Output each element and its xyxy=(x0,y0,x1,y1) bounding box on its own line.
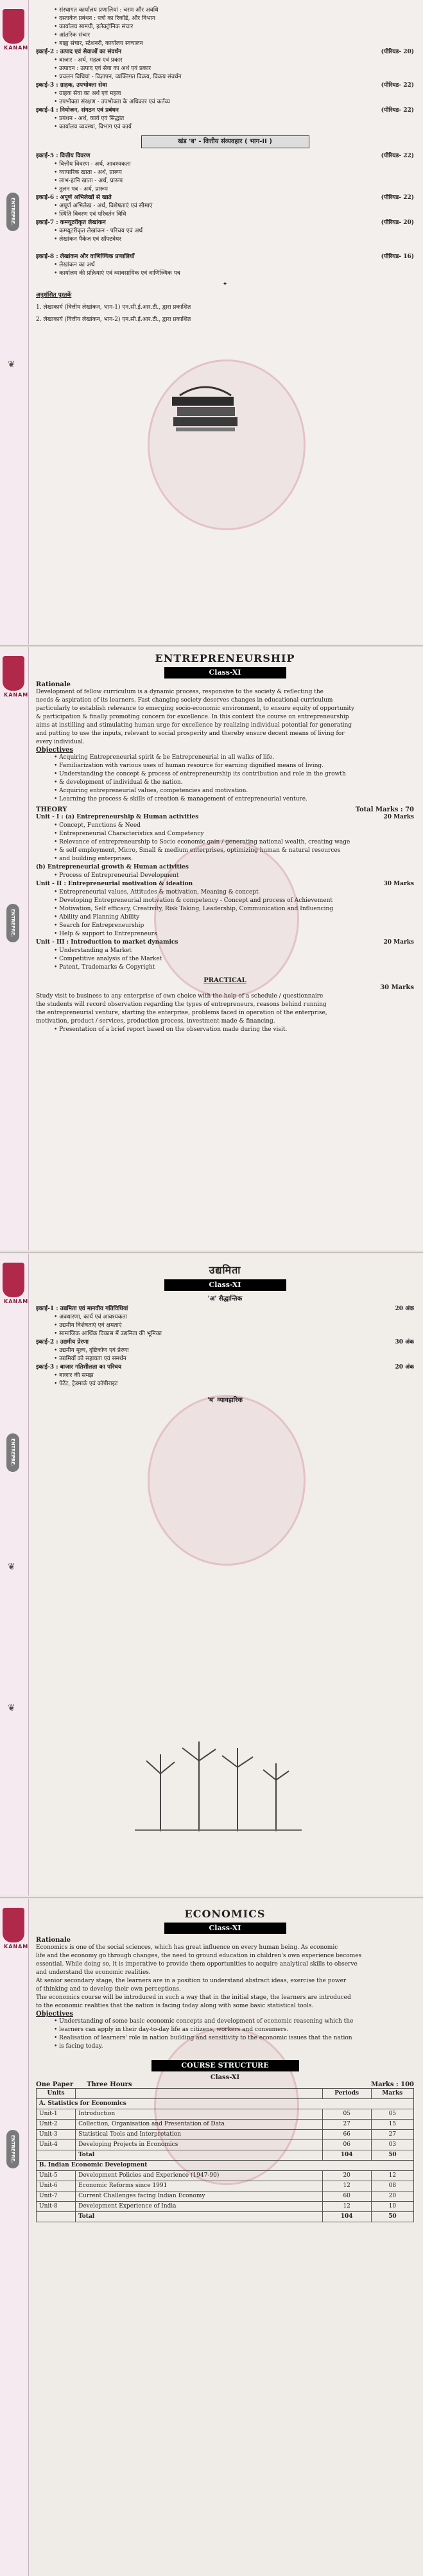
list-item-text: • Process of Entrepreneurial Development xyxy=(54,872,179,879)
text-line: • Familiarization with various uses of human resource for earning dignified means of living. xyxy=(54,763,324,769)
text-line: & participation & finally promoting concern for excellence. In this context the course on entrepreneurship xyxy=(36,714,349,720)
unit-marks: (पीरियड- 22) xyxy=(381,107,414,114)
unit-marks: 20 अंक xyxy=(395,1364,414,1370)
table-cell: Unit-1 xyxy=(37,2109,76,2120)
list-item xyxy=(36,177,414,186)
unit-title-text: इकाई-2 : उत्पाद एवं सेवाओं का संवर्धन xyxy=(36,49,121,55)
unit-marks: 20 अंक xyxy=(395,1306,414,1312)
sidebar-logo-text: KANAM xyxy=(4,692,29,698)
unit-list xyxy=(36,6,414,132)
table-cell: 10 xyxy=(371,2202,413,2212)
sidebar-tag: ENTREPRE. xyxy=(6,2130,19,2168)
list-item-text: • आंतरिक संचार xyxy=(54,32,91,39)
list-item xyxy=(36,202,414,211)
practical-heading: PRACTICAL xyxy=(203,977,246,984)
text-line: Study visit to business to any enterprise of own choice with the help of a schedule / questionnaire xyxy=(36,993,324,999)
list-item-text: • and building enterprises. xyxy=(54,856,134,862)
list-item xyxy=(36,1330,414,1338)
list-item xyxy=(36,1380,414,1388)
table-cell: 15 xyxy=(371,2120,413,2130)
unit-title xyxy=(36,1338,414,1347)
sidebar-tag: ENTREPRE. xyxy=(6,193,19,231)
unit-marks: (पीरियड- 22) xyxy=(381,82,414,89)
course-structure-class: Class-XI xyxy=(210,2074,240,2081)
list-item-text: • Relevance of entrepreneurship to Socio economic gain / generating national wealth, creating wage xyxy=(54,839,350,845)
unit-title-text: Unit - II : Entrepreneurial motivation & ideation xyxy=(36,881,193,887)
reference-item: 2. लेखाकार्य (वित्तीय लेखांकन, भाग-2) एन.सी.ई.आर.टी., द्वारा प्रकाशित xyxy=(36,316,191,323)
list-item xyxy=(36,922,414,930)
text-line: At senior secondary stage, the learners are in a position to understand abstract ideas, exercise the power xyxy=(36,1978,347,1984)
list-item-text: कार्यालय की प्रक्रियाएं एवं व्यावसायिक एवं वाणिज्यिक पत्र xyxy=(59,270,180,277)
list-item xyxy=(36,1322,414,1330)
unit-title-text: Unit - III : Introduction to market dynamics xyxy=(36,939,178,946)
rationale-heading: Rationale xyxy=(36,681,71,688)
list-item-text: • उपभोक्ता संरक्षण - उपभोक्ता के अधिकार एवं कर्तव्य xyxy=(54,99,170,105)
table-row xyxy=(37,2109,414,2120)
text-line: of thinking and to develop their own perceptions. xyxy=(36,1986,181,1993)
table-cell: 20 xyxy=(322,2171,371,2181)
table-cell: Total xyxy=(76,2150,323,2161)
list-item xyxy=(36,822,414,830)
list-item: • Presentation of a brief report based on the observation made during the visit. xyxy=(54,1026,288,1033)
table-cell: Development Policies and Experience (1947-90) xyxy=(76,2171,323,2181)
table-cell: Unit-5 xyxy=(37,2171,76,2181)
class-label: Class-XI xyxy=(164,667,286,679)
list-item xyxy=(36,1355,414,1363)
unit-list-2 xyxy=(36,152,414,244)
table-cell: 27 xyxy=(322,2120,371,2130)
unit-marks: (पीरियड- 22) xyxy=(381,194,414,201)
list-item: • कार्यालय की प्रक्रियाएं एवं व्यावसायिक एवं वाणिज्यिक पत्र xyxy=(54,270,180,277)
list-item-text: • Patent, Trademarks & Copyright xyxy=(54,964,155,971)
list-item-text: • दस्तावेज प्रबंधन : पत्रों का रिकॉर्ड, और विभाग xyxy=(54,15,155,22)
list-item-text: • Concept, Functions & Need xyxy=(54,822,141,829)
unit-title-text: इकाई-1 : उद्यमिता एवं मानवीय गतिविधियां xyxy=(36,1306,128,1312)
references-title: अनुशंसित पुस्तकें xyxy=(36,292,72,298)
text-line: motivation, product / services, production process, investment made & financing. xyxy=(36,1018,275,1024)
column-header: Marks xyxy=(371,2089,413,2099)
leaf-icon: ❦ xyxy=(8,1703,15,1713)
list-item xyxy=(36,65,414,73)
sidebar-logo-text: KANAM xyxy=(4,1299,29,1304)
reference-item: 1. लेखाकार्य (वित्तीय लेखांकन, भाग-1) एन.सी.ई.आर.टी., द्वारा प्रकाशित xyxy=(36,304,191,311)
section-label: B. Indian Economic Development xyxy=(37,2161,414,2171)
wind-turbine-icon xyxy=(135,1742,302,1831)
list-item-text: Presentation of a brief report based on the observation made during the visit. xyxy=(59,1026,288,1033)
list-item-text: • लेखांकन पैकेज एवं सॉफ्टवेयर xyxy=(54,236,121,243)
list-item xyxy=(36,897,414,905)
list-item-text: • Entrepreneurial values, Attitudes & motivation, Meaning & concept xyxy=(54,889,259,895)
unit-list xyxy=(36,1305,414,1388)
page-4-content xyxy=(36,1908,414,2576)
unit-marks: 20 Marks xyxy=(383,814,414,820)
column-header: Units xyxy=(37,2089,76,2099)
list-item-text: • Understanding a Market xyxy=(54,947,132,954)
practical-text xyxy=(36,992,414,1026)
table-row xyxy=(37,2202,414,2212)
list-item xyxy=(36,1372,414,1380)
table-row xyxy=(37,2191,414,2202)
text-line: life and the economy go through changes, the need to ground education in children's own experience becomes xyxy=(36,1953,362,1959)
page-3 xyxy=(0,1254,423,1896)
unit-title-text: इकाई-3 : ग्राहक, उपभोक्ता सेवा xyxy=(36,82,107,89)
objectives-heading: Objectives xyxy=(36,2010,73,2018)
list-item-text: • Competitive analysis of the Market xyxy=(54,956,162,962)
list-item-text: • Ability and Planning Ability xyxy=(54,914,140,921)
class-label: Class-XI xyxy=(164,1923,286,1934)
unit-title xyxy=(36,863,414,872)
table-cell: Economic Reforms since 1991 xyxy=(76,2181,323,2191)
table-row xyxy=(37,2212,414,2222)
unit-title xyxy=(36,938,414,947)
text-line: and putting to use the inputs, relevant to social prosperity and thereby ensure decent means of living for xyxy=(36,730,345,737)
list-item xyxy=(36,905,414,913)
list-item xyxy=(36,31,414,40)
list-item: • लेखांकन का अर्थ xyxy=(54,262,95,268)
sidebar xyxy=(0,1899,29,2576)
school-logo-icon xyxy=(3,1908,24,1942)
table-cell: Developing Projects in Economics xyxy=(76,2140,323,2150)
page-4 xyxy=(0,1899,423,2576)
table-cell: Total xyxy=(76,2212,323,2222)
unit-title-text: इकाई-6 : अपूर्ण अभिलेखों से खाते xyxy=(36,194,112,201)
table-cell: 50 xyxy=(371,2212,413,2222)
sidebar xyxy=(0,647,29,1250)
table-cell: 12 xyxy=(322,2181,371,2191)
unit-title xyxy=(36,1305,414,1313)
course-table xyxy=(36,2088,414,2222)
list-item-text: • कार्यालय व्यवस्था, विभाग एवं कार्य xyxy=(54,124,132,130)
rationale-text xyxy=(36,688,414,747)
table-cell: 12 xyxy=(371,2171,413,2181)
unit-title xyxy=(36,813,414,822)
list-item xyxy=(36,23,414,31)
table-cell: 60 xyxy=(322,2191,371,2202)
list-item xyxy=(36,15,414,23)
text-line: • learners can apply in their day-to-day life as citizens, workers and consumers. xyxy=(54,2027,289,2033)
table-cell: 104 xyxy=(322,2212,371,2222)
practical-marks: 30 Marks xyxy=(380,984,414,991)
page-2-content xyxy=(36,652,414,1250)
list-item xyxy=(36,838,414,847)
table-cell: Unit-7 xyxy=(37,2191,76,2202)
course-structure-title: COURSE STRUCTURE xyxy=(151,2060,299,2071)
sidebar xyxy=(0,0,29,644)
table-row xyxy=(37,2140,414,2150)
table-cell: Unit-6 xyxy=(37,2181,76,2191)
list-item xyxy=(36,855,414,863)
text-line: Development of fellow curriculum is a dynamic process, responsive to the society & reflecting the xyxy=(36,689,324,695)
text-line: essential. While doing so, it is imperative to provide them opportunities to acquire analytical skills to observe xyxy=(36,1961,358,1967)
text-line: • Learning the process & skills of creation & management of entrepreneurial venture. xyxy=(54,796,307,802)
table-cell: Unit-8 xyxy=(37,2202,76,2212)
list-item-text: • लाभ-हानि खाता - अर्थ, प्रारूप xyxy=(54,178,123,184)
unit-title xyxy=(36,48,414,56)
table-row xyxy=(37,2130,414,2140)
unit-title xyxy=(36,194,414,202)
list-item-text: • Entrepreneurial Characteristics and Competency xyxy=(54,831,204,837)
paper-info xyxy=(36,2081,414,2088)
unit-title-text: इकाई-5 : वित्तीय विवरण xyxy=(36,153,91,159)
text-line: the students will record observation regarding the types of entrepreneurs, reasons behind running xyxy=(36,1001,327,1008)
table-cell xyxy=(37,2212,76,2222)
list-item-text: • Developing Entrepreneurial motivation & competency - Concept and process of Achievement xyxy=(54,897,333,904)
list-item-text: • व्यापारिक खाता - अर्थ, प्रारूप xyxy=(54,169,122,176)
list-item xyxy=(36,227,414,236)
unit-title xyxy=(36,880,414,888)
text-line: • Acquiring entrepreneurial values, competencies and motivation. xyxy=(54,788,248,794)
unit-title xyxy=(36,107,414,115)
list-item xyxy=(36,955,414,964)
table-cell: 50 xyxy=(371,2150,413,2161)
table-cell: 104 xyxy=(322,2150,371,2161)
table-cell: Introduction xyxy=(76,2109,323,2120)
table-cell: 20 xyxy=(371,2191,413,2202)
text-line: • Acquiring Entrepreneurial spirit & be Entrepreneurial in all walks of life. xyxy=(54,754,275,761)
hours-label: Three Hours xyxy=(87,2081,132,2088)
marks-label: Marks : 100 xyxy=(371,2081,414,2088)
unit-title-text: इकाई-4 : नियोजन, संगठन एवं प्रबंधन xyxy=(36,107,119,114)
list-item-text: • वित्तीय विवरण - अर्थ, आवश्यकता xyxy=(54,161,131,168)
list-item-text: • प्रबंधन - अर्थ, कार्य एवं सिद्धांत xyxy=(54,116,125,122)
table-cell: 06 xyxy=(322,2140,371,2150)
text-line: to the economic realities that the nation is facing today along with some basic statistical tools. xyxy=(36,2003,314,2009)
unit-marks: 30 अंक xyxy=(395,1339,414,1345)
unit-8-marks: (पीरियड- 16) xyxy=(381,254,414,260)
book-stack-icon xyxy=(167,379,244,437)
text-line: the entrepreneurial venture, starting the enterprise, problems faced in operation of the enterprise, xyxy=(36,1010,327,1016)
list-item-text: • Help & support to Entrepreneurs xyxy=(54,931,157,937)
table-row xyxy=(37,2171,414,2181)
list-item xyxy=(36,847,414,855)
list-item xyxy=(36,186,414,194)
list-item-text: • प्रचलन विधियां - विज्ञापन, व्यक्तिगत विक्रय, विक्रय संवर्धन xyxy=(54,74,182,80)
table-cell: 08 xyxy=(371,2181,413,2191)
table-cell: 05 xyxy=(322,2109,371,2120)
list-item xyxy=(36,40,414,48)
table-header xyxy=(37,2089,414,2099)
table-cell: 66 xyxy=(322,2130,371,2140)
unit-title xyxy=(36,152,414,160)
table-section xyxy=(37,2161,414,2171)
list-item xyxy=(36,56,414,65)
list-item-text: • Search for Entrepreneurship xyxy=(54,922,144,929)
page-1 xyxy=(0,0,423,644)
list-item xyxy=(36,913,414,922)
sidebar-logo-text: KANAM xyxy=(4,45,29,51)
list-item xyxy=(36,115,414,123)
table-row xyxy=(37,2150,414,2161)
list-item xyxy=(36,160,414,169)
section-heading-text: खंड 'ब' - वित्तीय संव्यवहार ( भाग-II ) xyxy=(178,138,272,145)
unit-list xyxy=(36,813,414,972)
list-item-text: • Motivation, Self efficacy, Creativity, Risk Taking, Leadership, Communication and Influencing xyxy=(54,906,334,912)
list-item-text: • सामाजिक आर्थिक विकास में उद्यमिता की भूमिका xyxy=(54,1331,162,1337)
unit-marks: (पीरियड- 20) xyxy=(381,220,414,226)
text-line: • is facing today. xyxy=(54,2043,103,2050)
part-a-heading: 'अ' सैद्धान्तिक xyxy=(207,1295,243,1302)
list-item-text: • तुलन पत्र - अर्थ, प्रारूप xyxy=(54,186,108,193)
unit-title xyxy=(36,219,414,227)
total-marks: Total Marks : 70 xyxy=(355,806,414,813)
list-item-text: • कम्प्यूटरीकृत लेखांकन - परिचय एवं अर्थ xyxy=(54,228,143,234)
unit-marks: 30 Marks xyxy=(383,881,414,887)
unit-title-text: इकाई-7 : कम्प्यूटरीकृत लेखांकन xyxy=(36,220,106,226)
table-cell: 05 xyxy=(371,2109,413,2120)
school-logo-icon xyxy=(3,656,24,691)
theory-label: THEORY xyxy=(36,806,67,813)
list-item xyxy=(36,98,414,107)
list-item xyxy=(36,211,414,219)
list-item xyxy=(36,947,414,955)
unit-title-text: Unit - I : (a) Entrepreneurship & Human activities xyxy=(36,814,199,820)
list-item-text: • संस्थागत कार्यालय प्रणालियां : चरण और अवधि xyxy=(54,7,159,13)
unit-8-title xyxy=(36,253,414,261)
table-cell: Statistical Tools and Interpretation xyxy=(76,2130,323,2140)
column-header xyxy=(76,2089,323,2099)
list-item-text: • उद्यमीय विशेषताएं एवं क्षमताएं xyxy=(54,1322,122,1329)
column-header: Periods xyxy=(322,2089,371,2099)
table-row xyxy=(37,2181,414,2191)
unit-8-text: इकाई-8 : लेखांकन और वाणिज्यिक प्रणालियाँ xyxy=(36,254,135,260)
paper-label: One Paper xyxy=(36,2081,74,2088)
list-item-text: • & self employment, Micro, Small & medium enterprises, optimizing human & natural resources xyxy=(54,847,341,854)
practical-marks-row xyxy=(36,984,414,992)
text-line: The economics course will be introduced in such a way that in the initial stage, the learners are introduced xyxy=(36,1994,351,2001)
school-logo-icon xyxy=(3,9,24,44)
text-line: • & development of individual & the nation. xyxy=(54,779,183,786)
table-cell xyxy=(37,2150,76,2161)
unit-marks: (पीरियड- 20) xyxy=(381,49,414,55)
text-line: • Understanding of some basic economic concepts and development of economic reasoning which the xyxy=(54,2018,354,2025)
list-item xyxy=(36,123,414,132)
table-cell: 12 xyxy=(322,2202,371,2212)
list-item xyxy=(36,169,414,177)
table-cell: Current Challenges facing Indian Economy xyxy=(76,2191,323,2202)
text-line: • Understanding the concept & process of entrepreneurship its contribution and role in the growth xyxy=(54,771,346,777)
page-title: ENTREPRENEURSHIP xyxy=(155,652,295,664)
unit-title xyxy=(36,1363,414,1372)
table-row xyxy=(37,2120,414,2130)
list-item xyxy=(36,236,414,244)
rationale-heading: Rationale xyxy=(36,1937,71,1944)
list-item-text: • बाजार की समझ xyxy=(54,1372,94,1379)
list-item xyxy=(36,930,414,938)
table-cell: Collection, Organisation and Presentation of Data xyxy=(76,2120,323,2130)
list-item xyxy=(36,888,414,897)
list-item-text: • बाह्य संचार, स्टेशनरी, कार्यालय स्वचालन xyxy=(54,40,143,47)
text-line: and understand the economic realities. xyxy=(36,1969,151,1976)
list-item-text: • उद्यमीय मूल्य, दृष्टिकोण एवं प्रेरणा xyxy=(54,1347,129,1354)
part-b-heading: 'ब' व्यावहारिक xyxy=(207,1397,243,1404)
list-item-text: • उद्यमियों को सहायता एवं समर्थन xyxy=(54,1356,126,1362)
list-item-text: • बाजार - अर्थ, महत्व एवं प्रकार xyxy=(54,57,123,64)
leaf-icon: ❦ xyxy=(8,1562,15,1572)
unit-title-text: (b) Entrepreneurial growth & Human activities xyxy=(36,864,189,870)
sidebar-tag: ENTREPRE. xyxy=(6,904,19,942)
leaf-icon: ❦ xyxy=(8,359,15,370)
list-item xyxy=(36,73,414,82)
page-title: ECONOMICS xyxy=(184,1908,266,1920)
objectives-list xyxy=(36,754,414,804)
list-item xyxy=(36,6,414,15)
school-logo-icon xyxy=(3,1263,24,1297)
text-line: particularly to establish relevance to emerging socio-economic environment, to ensure equity of opportunity xyxy=(36,705,355,712)
unit-title xyxy=(36,82,414,90)
section-label: A. Statistics for Economics xyxy=(37,2099,414,2109)
objectives-list xyxy=(36,2018,414,2051)
objectives-heading: Objectives xyxy=(36,747,73,754)
text-line: every individual. xyxy=(36,739,85,745)
page-title: उद्यमिता xyxy=(209,1264,241,1276)
table-cell: Development Experience of India xyxy=(76,2202,323,2212)
class-label: Class-XI xyxy=(164,1279,286,1291)
section-heading xyxy=(141,135,309,148)
page-1-content xyxy=(36,6,414,644)
list-item-text: • स्थिति विवरण एवं परिवर्तन विधि xyxy=(54,211,126,218)
text-line: Economics is one of the social sciences, which has great influence on every human being. As economic xyxy=(36,1944,338,1951)
sidebar-tag: ENTREPRE. xyxy=(6,1433,19,1472)
list-item-text: लेखांकन का अर्थ xyxy=(59,262,95,268)
table-cell: Unit-2 xyxy=(37,2120,76,2130)
text-line: aims at instilling and stimulating human urge for excellence by realizing individual potential for generating xyxy=(36,722,352,729)
list-item xyxy=(36,1347,414,1355)
list-item-text: • ग्राहक सेवा का अर्थ एवं महत्व xyxy=(54,91,121,97)
table-cell: Unit-3 xyxy=(37,2130,76,2140)
text-line: • Realisation of learners' role in nation building and sensitivity to the economic issues that the nation xyxy=(54,2035,352,2041)
list-item xyxy=(36,964,414,972)
list-item xyxy=(36,830,414,838)
page-2 xyxy=(0,647,423,1250)
list-item-text: • पेटेंट, ट्रेडमार्क एवं कॉपीराइट xyxy=(54,1381,118,1387)
table-cell: Unit-4 xyxy=(37,2140,76,2150)
list-item-text: • अपूर्ण अभिलेख - अर्थ, विशेषताएं एवं सीमाएं xyxy=(54,203,153,209)
list-item xyxy=(36,90,414,98)
table-cell: 03 xyxy=(371,2140,413,2150)
sidebar-logo-text: KANAM xyxy=(4,1944,29,1949)
list-item xyxy=(36,1313,414,1322)
table-section xyxy=(37,2099,414,2109)
table-cell: 27 xyxy=(371,2130,413,2140)
theory-heading xyxy=(36,806,414,813)
unit-title-text: इकाई-3 : बाजार गतिशीलता का परिचय xyxy=(36,1364,122,1370)
list-item-text: • अवधारणा, कार्य एवं आवश्यकता xyxy=(54,1314,127,1320)
list-item-text: • उत्पादन : उत्पाद एवं सेवा का अर्थ एवं प्रकार xyxy=(54,65,151,72)
list-item xyxy=(36,872,414,880)
sidebar xyxy=(0,1254,29,1896)
rationale-text xyxy=(36,1944,414,2010)
unit-marks: 20 Marks xyxy=(383,939,414,946)
list-item-text: • कार्यालय सामग्री, इलेक्ट्रॉनिक संचार xyxy=(54,24,134,30)
unit-marks: (पीरियड- 22) xyxy=(381,153,414,159)
unit-title-text: इकाई-2 : उद्यमीय प्रेरणा xyxy=(36,1339,89,1345)
text-line: needs & aspiration of its learners. Fast changing society deserves changes in educational curriculum xyxy=(36,697,333,704)
divider-star: ✦ xyxy=(222,281,228,288)
